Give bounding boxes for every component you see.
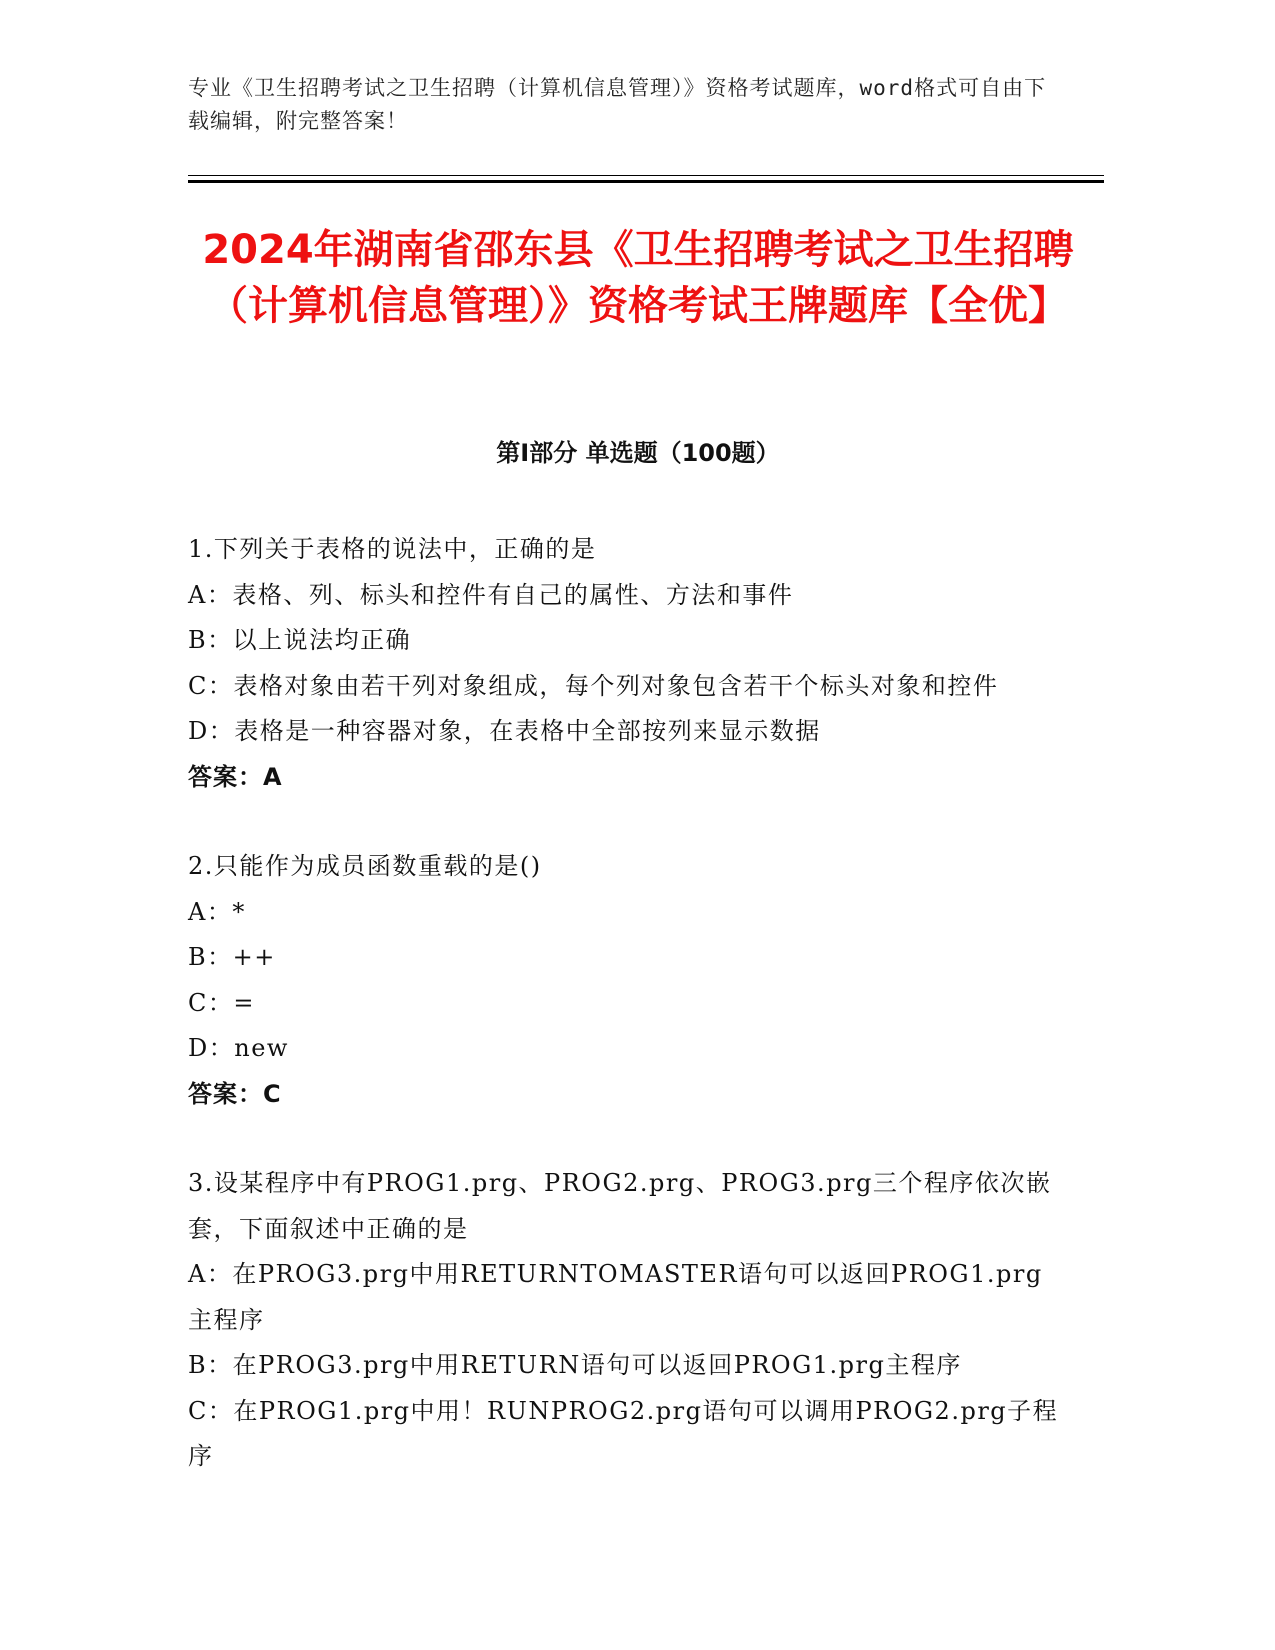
option-a: A：* [188, 897, 246, 926]
option-a: A：在PROG3.prg中用RETURNTOMASTER语句可以返回PROG1.prg主程序 [188, 1260, 1043, 1334]
question-stem: 2.只能作为成员函数重载的是() [188, 852, 542, 880]
header-rule-thick [188, 180, 1104, 183]
header-note: 专业《卫生招聘考试之卫生招聘（计算机信息管理）》资格考试题库，word格式可自由下载编辑，附完整答案！ [188, 76, 1047, 133]
option-b: B：++ [188, 943, 276, 971]
option-c: C：表格对象由若干列对象组成，每个列对象包含若干个标头对象和控件 [188, 671, 999, 700]
answer: 答案：A [188, 762, 283, 791]
question-1 [188, 527, 1068, 800]
answer: 答案：C [188, 1079, 282, 1108]
option-d: D：表格是一种容器对象，在表格中全部按列来显示数据 [188, 717, 821, 745]
option-d: D：new [188, 1034, 289, 1062]
question-stem: 3.设某程序中有PROG1.prg、PROG2.prg、PROG3.prg三个程序依次嵌套，下面叙述中正确的是 [188, 1169, 1052, 1243]
option-c: C：= [188, 988, 255, 1017]
header-rule-thin [188, 175, 1104, 176]
question-stem: 1.下列关于表格的说法中，正确的是 [188, 535, 597, 563]
question-2 [188, 844, 1068, 1117]
option-a: A：表格、列、标头和控件有自己的属性、方法和事件 [188, 580, 794, 609]
option-c: C：在PROG1.prg中用！RUNPROG2.prg语句可以调用PROG2.prg子程序 [188, 1396, 1059, 1470]
question-list [188, 527, 1068, 1524]
option-b: B：以上说法均正确 [188, 626, 412, 654]
document-title: 2024年湖南省邵东县《卫生招聘考试之卫生招聘（计算机信息管理）》资格考试王牌题库【全优】 [202, 227, 1074, 329]
question-3 [188, 1161, 1068, 1480]
section-heading: 第I部分 单选题（100题） [496, 439, 780, 467]
option-b: B：在PROG3.prg中用RETURN语句可以返回PROG1.prg主程序 [188, 1351, 962, 1379]
